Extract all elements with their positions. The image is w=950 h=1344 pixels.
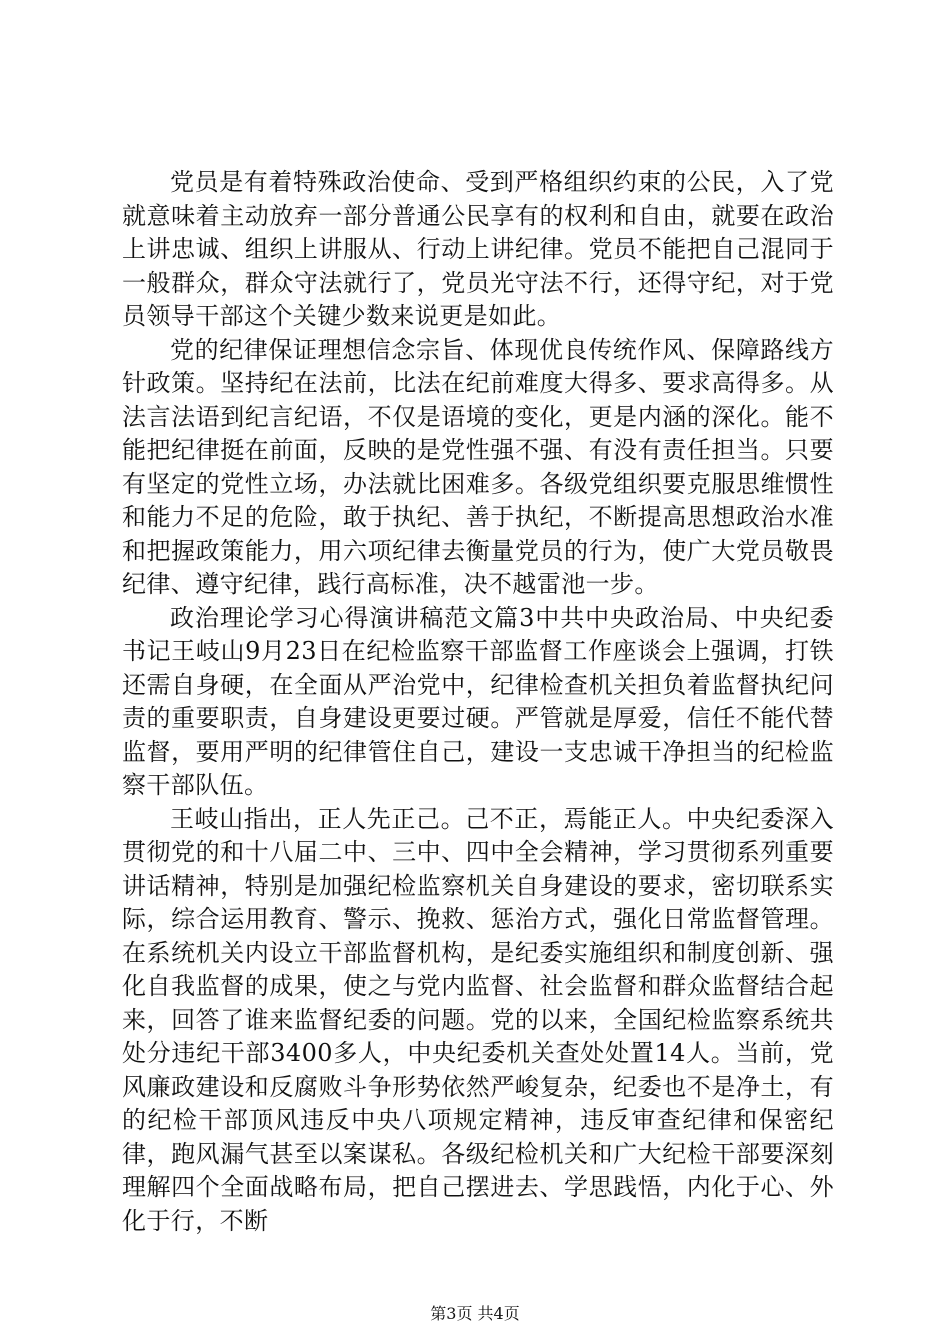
page-number: 第3页 共4页 <box>430 1304 520 1323</box>
paragraph-4: 王岐山指出，正人先正己。己不正，焉能正人。中央纪委深入贯彻党的和十八届二中、三中、四中全会精神，学习贯彻系列重要讲话精神，特别是加强纪检监察机关自身建设的要求，密切联系实际，综合运用教育、警示、挽救、惩治方式，强化日常监督管理。在系统机关内设立干部监督机构，是纪委实施组织和制度创新、强化自我监督的成果，使之与党内监督、社会监督和群众监督结合起来，回答了谁来监督纪委的问题。党的以来，全国纪检监察系统共处分违纪干部3400多人，中央纪委机关查处处置14人。当前，党风廉政建设和反腐败斗争形势依然严峻复杂，纪委也不是净土，有的纪检干部顶风违反中央八项规定精神，违反审查纪律和保密纪律，跑风漏气甚至以案谋私。各级纪检机关和广大纪检干部要深刻理解四个全面战略布局，把自己摆进去、学思践悟，内化于心、外化于行，不断 <box>122 804 834 1235</box>
paragraph-1: 党员是有着特殊政治使命、受到严格组织约束的公民，入了党就意味着主动放弃一部分普通公民享有的权利和自由，就要在政治上讲忠诚、组织上讲服从、行动上讲纪律。党员不能把自己混同于一般群众，群众守法就行了，党员光守法不行，还得守纪，对于党员领导干部这个关键少数来说更是如此。 <box>122 168 834 330</box>
paragraph-2: 党的纪律保证理想信念宗旨、体现优良传统作风、保障路线方针政策。坚持纪在法前，比法在纪前难度大得多、要求高得多。从法言法语到纪言纪语，不仅是语境的变化，更是内涵的深化。能不能把纪律挺在前面，反映的是党性强不强、有没有责任担当。只要有坚定的党性立场，办法就比困难多。各级党组织要克服思维惯性和能力不足的危险，敢于执纪、善于执纪，不断提高思想政治水准和把握政策能力，用六项纪律去衡量党员的行为，使广大党员敬畏纪律、遵守纪律，践行高标准，决不越雷池一步。 <box>122 335 834 598</box>
document-body <box>122 166 834 1238</box>
paragraph-3: 政治理论学习心得演讲稿范文篇3中共中央政治局、中央纪委书记王岐山9月23日在纪检监察干部监督工作座谈会上强调，打铁还需自身硬，在全面从严治党中，纪律检查机关担负着监督执纪问责的重要职责，自身建设更要过硬。严管就是厚爱，信任不能代替监督，要用严明的纪律管住自己，建设一支忠诚干净担当的纪检监察干部队伍。 <box>122 603 834 799</box>
page-footer <box>0 1304 950 1324</box>
